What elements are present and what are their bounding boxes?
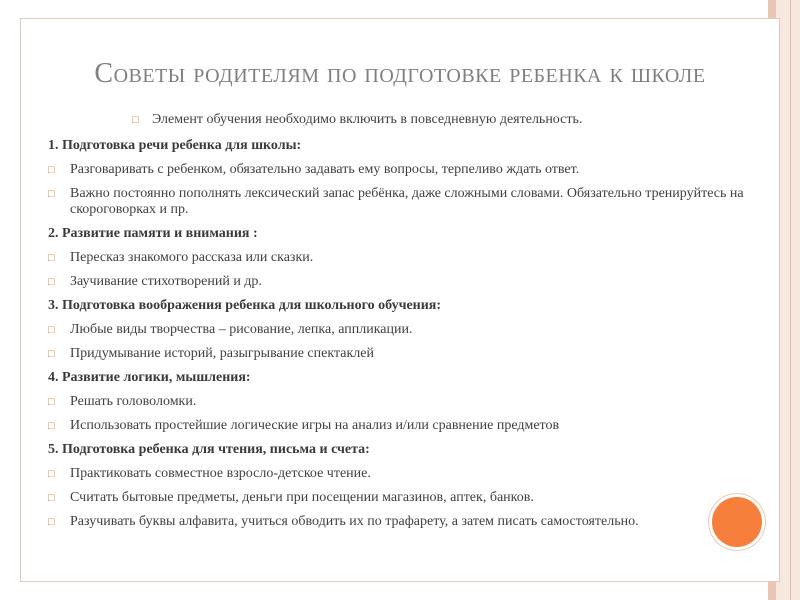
list-item (48, 112, 748, 128)
slide-content (48, 112, 748, 538)
list-item (48, 346, 748, 362)
list-item-text: Разучивать буквы алфавита, учиться обводить их по трафарету, а затем писать самостоятельно. (70, 514, 639, 529)
list-item (48, 274, 748, 290)
section-heading-text: 4. Развитие логики, мышления: (48, 370, 251, 385)
list-item (48, 186, 748, 218)
bullet-icon: □ (48, 276, 55, 288)
list-item (48, 514, 748, 530)
section-heading (48, 370, 748, 386)
section-heading (48, 442, 748, 458)
list-item-text: Заучивание стихотворений и др. (70, 274, 262, 289)
slide-title: Советы родителям по подготовке ребенка к школе (94, 58, 706, 89)
list-item-text: Придумывание историй, разыгрывание спектаклей (70, 346, 374, 361)
section-heading-text: 2. Развитие памяти и внимания : (48, 226, 258, 241)
list-item-text: Решать головоломки. (70, 394, 197, 409)
bullet-icon: □ (48, 420, 55, 432)
list-item (48, 466, 748, 482)
bullet-icon: □ (48, 348, 55, 360)
bullet-icon: □ (132, 114, 139, 126)
list-item (48, 418, 748, 434)
list-item-text: Важно постоянно пополнять лексический запас ребёнка, даже сложными словами. Обязательно тренируйтесь на скороговорках и пр. (70, 186, 744, 217)
bullet-icon: □ (48, 396, 55, 408)
decorative-orange-circle (712, 497, 762, 547)
bullet-icon: □ (48, 324, 55, 336)
section-heading-text: 1. Подготовка речи ребенка для школы: (48, 138, 302, 153)
slide-side-line (790, 0, 791, 600)
list-item-text: Элемент обучения необходимо включить в повседневную деятельность. (152, 112, 583, 127)
section-heading-text: 5. Подготовка ребенка для чтения, письма и счета: (48, 442, 370, 457)
section-heading (48, 298, 748, 314)
list-item (48, 322, 748, 338)
section-heading (48, 138, 748, 154)
list-item-text: Пересказ знакомого рассказа или сказки. (70, 250, 314, 265)
list-item (48, 162, 748, 178)
bullet-icon: □ (48, 188, 55, 200)
list-item-text: Считать бытовые предметы, деньги при посещении магазинов, аптек, банков. (70, 490, 534, 505)
list-item-text: Любые виды творчества – рисование, лепка, аппликации. (70, 322, 413, 337)
bullet-icon: □ (48, 492, 55, 504)
bullet-icon: □ (48, 516, 55, 528)
list-item (48, 490, 748, 506)
bullet-icon: □ (48, 164, 55, 176)
list-item-text: Использовать простейшие логические игры на анализ и/или сравнение предметов (70, 418, 560, 433)
bullet-icon: □ (48, 468, 55, 480)
list-item (48, 250, 748, 266)
bullet-icon: □ (48, 252, 55, 264)
list-item-text: Практиковать совместное взросло-детское чтение. (70, 466, 371, 481)
section-heading (48, 226, 748, 242)
list-item (48, 394, 748, 410)
section-heading-text: 3. Подготовка воображения ребенка для школьного обучения: (48, 298, 442, 313)
list-item-text: Разговаривать с ребенком, обязательно задавать ему вопросы, терпеливо ждать ответ. (70, 162, 580, 177)
